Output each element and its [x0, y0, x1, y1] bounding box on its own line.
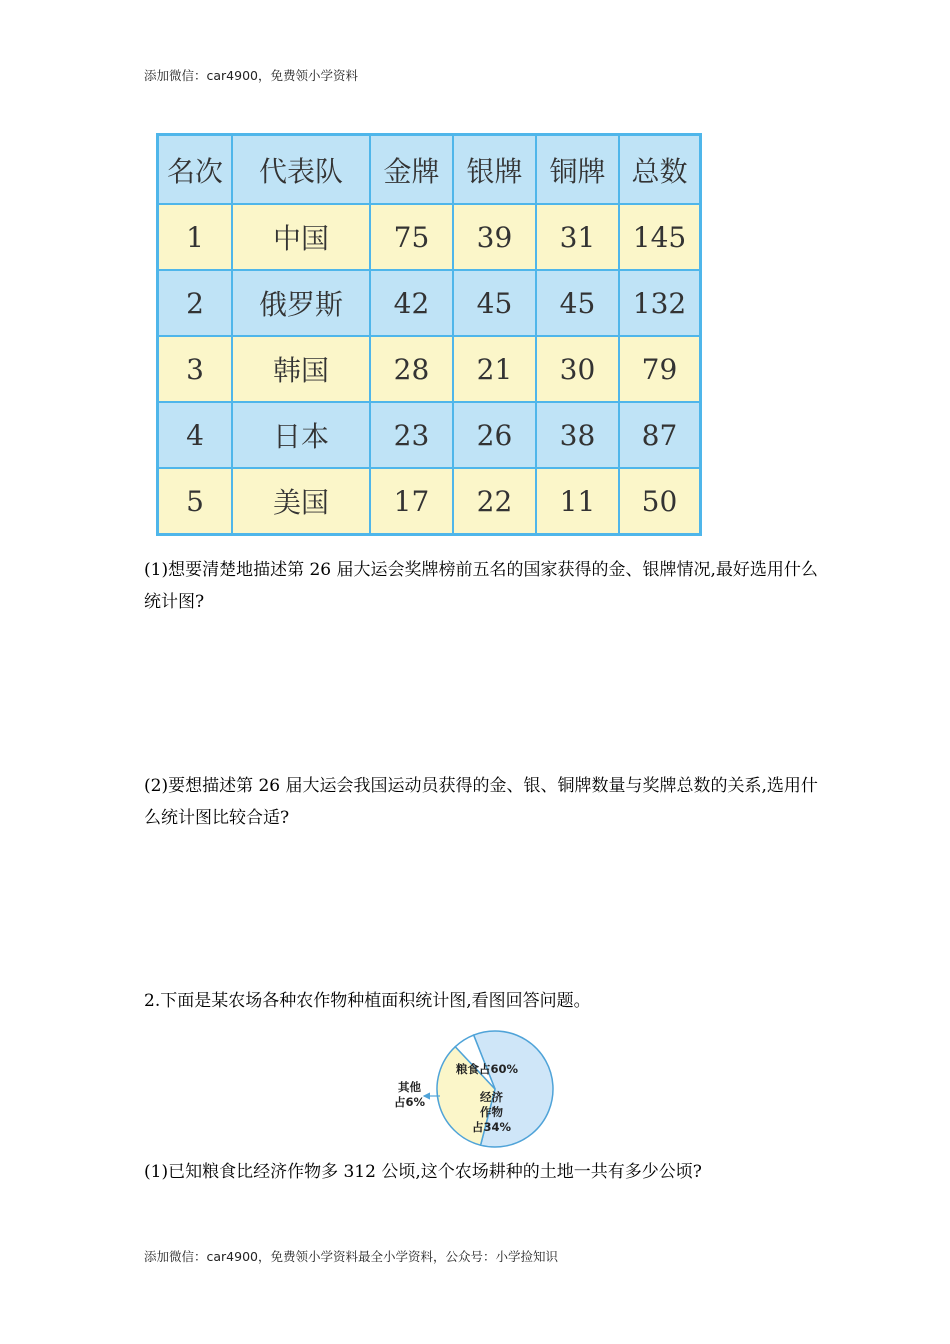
- cell-total: 87: [619, 402, 701, 468]
- pie-label-other: [394, 1080, 425, 1110]
- pie-label-grain: 粮食占60%: [456, 1062, 519, 1076]
- pie-label-economic-line-1: 经济: [480, 1090, 504, 1104]
- cell-rank: 2: [158, 270, 233, 336]
- cell-silver: 26: [453, 402, 536, 468]
- question-1-part-1: (1)想要清楚地描述第 26 届大运会奖牌榜前五名的国家获得的金、银牌情况,最好选用什么统计图?: [144, 560, 818, 612]
- pie-label-other-line-2: 占6%: [394, 1095, 426, 1109]
- cell-silver: 22: [453, 468, 536, 535]
- pie-label-other-line-1: 其他: [398, 1080, 422, 1094]
- cell-gold: 23: [370, 402, 453, 468]
- cell-gold: 28: [370, 336, 453, 402]
- table-row: [158, 204, 701, 270]
- cell-bronze: 11: [536, 468, 619, 535]
- col-header-team: 代表队: [232, 135, 370, 205]
- cell-bronze: 31: [536, 204, 619, 270]
- table-row: [158, 402, 701, 468]
- cell-bronze: 38: [536, 402, 619, 468]
- crop-area-pie-chart: [380, 1028, 580, 1150]
- page-footer: 添加微信：car4900，免费领小学资料最全小学资料，公众号：小学捡知识: [144, 1249, 558, 1264]
- page-header: 添加微信：car4900，免费领小学资料: [144, 68, 358, 83]
- question-2-title: 2.下面是某农场各种农作物种植面积统计图,看图回答问题。: [144, 991, 591, 1011]
- col-header-total: 总数: [619, 135, 701, 205]
- question-1-part-2: (2)要想描述第 26 届大运会我国运动员获得的金、银、铜牌数量与奖牌总数的关系,选用什么统计图比较合适?: [144, 776, 818, 828]
- cell-gold: 17: [370, 468, 453, 535]
- cell-silver: 21: [453, 336, 536, 402]
- cell-total: 132: [619, 270, 701, 336]
- col-header-bronze: 铜牌: [536, 135, 619, 205]
- col-header-rank: 名次: [158, 135, 233, 205]
- cell-rank: 1: [158, 204, 233, 270]
- table-row: [158, 336, 701, 402]
- pie-label-economic-line-2: 作物: [480, 1105, 504, 1119]
- table-header-row: [158, 135, 701, 205]
- table-row: [158, 270, 701, 336]
- col-header-gold: 金牌: [370, 135, 453, 205]
- pie-label-economic: [472, 1090, 511, 1135]
- cell-bronze: 30: [536, 336, 619, 402]
- cell-team: 中国: [232, 204, 370, 270]
- cell-rank: 3: [158, 336, 233, 402]
- cell-gold: 75: [370, 204, 453, 270]
- table-row: [158, 468, 701, 535]
- medal-table: [156, 133, 702, 536]
- cell-team: 美国: [232, 468, 370, 535]
- cell-total: 145: [619, 204, 701, 270]
- cell-silver: 39: [453, 204, 536, 270]
- cell-total: 50: [619, 468, 701, 535]
- cell-total: 79: [619, 336, 701, 402]
- cell-team: 俄罗斯: [232, 270, 370, 336]
- cell-rank: 5: [158, 468, 233, 535]
- cell-team: 韩国: [232, 336, 370, 402]
- pie-label-economic-line-3: 占34%: [472, 1120, 512, 1134]
- cell-bronze: 45: [536, 270, 619, 336]
- col-header-silver: 银牌: [453, 135, 536, 205]
- cell-rank: 4: [158, 402, 233, 468]
- question-2-part-1: (1)已知粮食比经济作物多 312 公顷,这个农场耕种的土地一共有多少公顷?: [144, 1162, 702, 1182]
- cell-team: 日本: [232, 402, 370, 468]
- cell-gold: 42: [370, 270, 453, 336]
- cell-silver: 45: [453, 270, 536, 336]
